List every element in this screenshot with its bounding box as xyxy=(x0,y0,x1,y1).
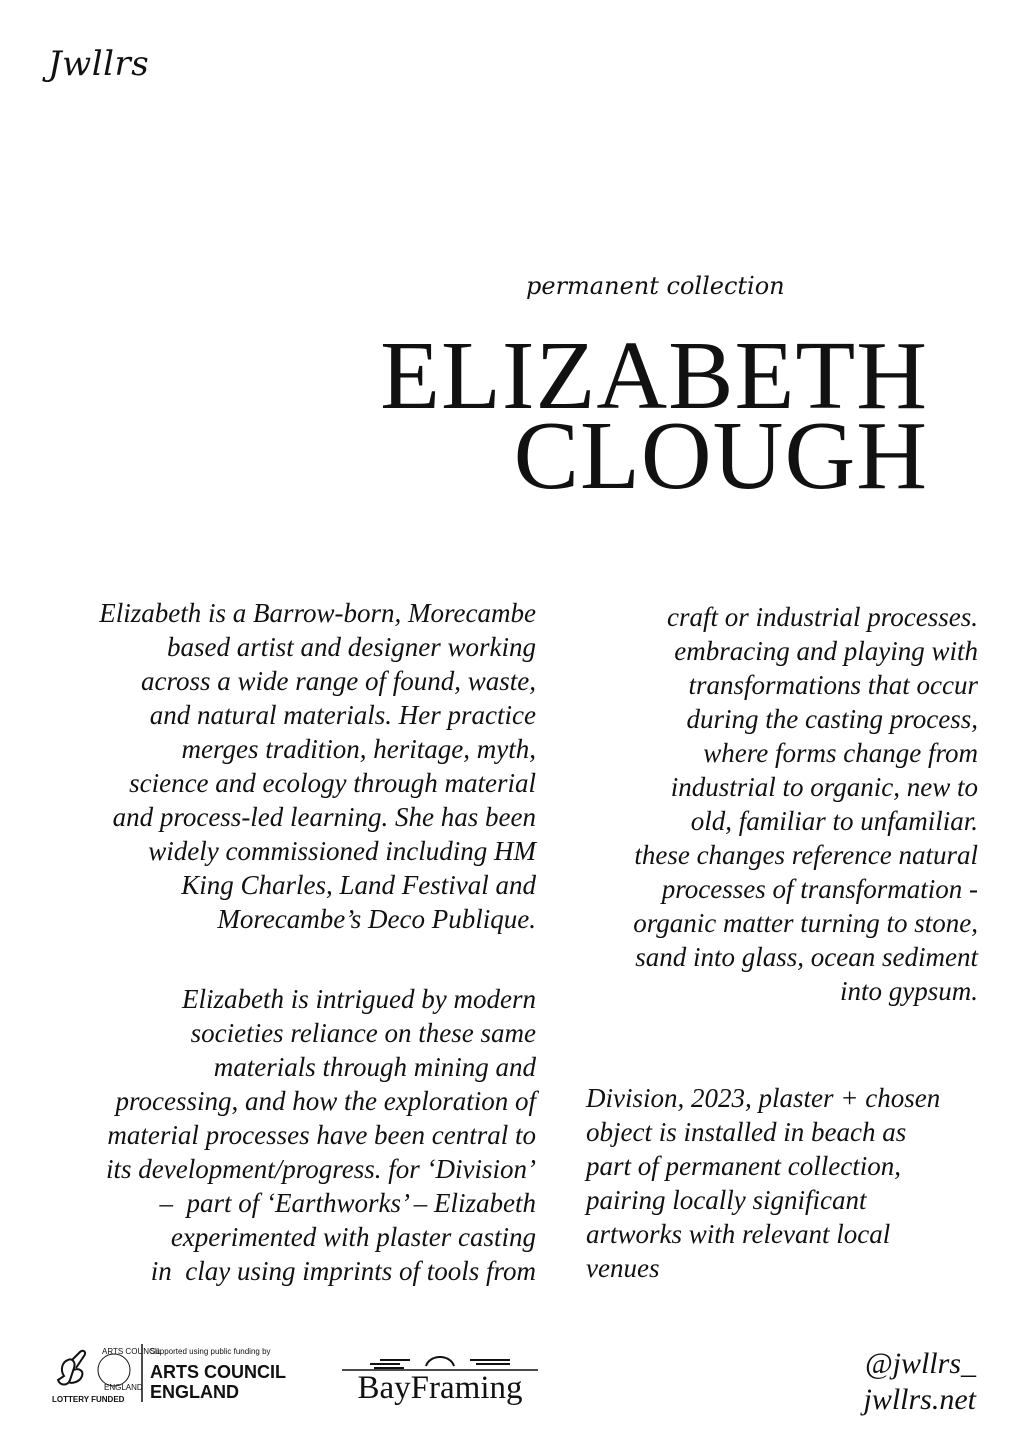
text-line: organic matter turning to stone, xyxy=(633,908,978,938)
text-line: – part of ‘Earthworks’ – Elizabeth xyxy=(159,1188,536,1218)
text-line: widely commissioned including HM xyxy=(148,836,536,866)
lottery-fingers-icon xyxy=(58,1351,85,1385)
ring-sub-label: ENGLAND xyxy=(104,1383,143,1392)
text-line: and process-led learning. She has been xyxy=(112,802,536,832)
title-line-2: CLOUGH xyxy=(513,402,928,510)
text-line: during the casting process, xyxy=(686,704,978,734)
text-line: transformations that occur xyxy=(688,670,978,700)
text-line: and natural materials. Her practice xyxy=(149,700,536,730)
artist-name-title xyxy=(380,322,928,510)
contact-block xyxy=(863,1346,976,1418)
bio-paragraph-1 xyxy=(50,596,536,936)
sponsor-name: BayFraming xyxy=(357,1370,523,1406)
text-line: Morecambe’s Deco Publique. xyxy=(217,904,536,934)
text-line: across a wide range of found, waste, xyxy=(141,666,536,696)
website-link[interactable]: jwllrs.net xyxy=(863,1383,976,1416)
text-line: in clay using imprints of tools from xyxy=(150,1256,536,1286)
process-paragraph xyxy=(560,600,978,1008)
text-line: merges tradition, heritage, myth, xyxy=(181,734,536,764)
arts-council-ring-icon xyxy=(98,1354,130,1386)
text-line: experimented with plaster casting xyxy=(170,1222,536,1252)
text-line: sand into glass, ocean sediment xyxy=(635,942,978,972)
social-handle-link[interactable]: @jwllrs_ xyxy=(865,1347,976,1380)
text-line: societies reliance on these same xyxy=(190,1018,536,1048)
text-line: science and ecology through material xyxy=(129,768,536,798)
text-line: Division, 2023, plaster + chosen xyxy=(586,1083,941,1113)
subtitle: permanent collection xyxy=(526,272,785,300)
text-line: artworks with relevant local xyxy=(586,1219,891,1249)
supported-label: Supported using public funding by xyxy=(150,1347,271,1356)
text-line: embracing and playing with xyxy=(674,636,978,666)
arts-council-logo xyxy=(50,1340,290,1410)
ring-label: ARTS COUNCIL xyxy=(102,1347,162,1356)
title-line-1: ELIZABETH xyxy=(380,322,928,430)
text-line: Elizabeth is a Barrow-born, Morecambe xyxy=(99,598,536,628)
text-line: processes of transformation - xyxy=(661,874,978,904)
arts-council-logo-graphic xyxy=(50,1340,290,1410)
text-line: craft or industrial processes. xyxy=(666,602,978,632)
text-line: materials through mining and xyxy=(213,1052,536,1082)
text-line: processing, and how the exploration of xyxy=(115,1086,536,1116)
text-line: these changes reference natural xyxy=(634,840,978,870)
lottery-label: LOTTERY FUNDED xyxy=(52,1395,125,1404)
text-line: King Charles, Land Festival and xyxy=(181,870,536,900)
text-line: venues xyxy=(586,1253,660,1283)
text-line: into gypsum. xyxy=(840,976,978,1006)
bayframing-logo xyxy=(340,1350,540,1410)
bio-paragraph-2 xyxy=(50,982,536,1288)
text-line: part of permanent collection, xyxy=(586,1151,901,1181)
artwork-caption xyxy=(586,1081,1006,1285)
text-line: pairing locally significant xyxy=(586,1185,867,1215)
text-line: based artist and designer working xyxy=(167,632,536,662)
text-line: material processes have been central to xyxy=(107,1120,536,1150)
arts-council-name-1: ARTS COUNCIL xyxy=(150,1362,286,1382)
text-line: where forms change from xyxy=(703,738,978,768)
text-line: Elizabeth is intrigued by modern xyxy=(182,984,536,1014)
text-line: industrial to organic, new to xyxy=(670,772,978,802)
text-line: its development/progress. for ‘Division’ xyxy=(106,1154,536,1184)
text-line: old, familiar to unfamiliar. xyxy=(690,806,978,836)
brand-logo: Jwllrs xyxy=(48,44,150,84)
text-line: object is installed in beach as xyxy=(586,1117,907,1147)
arts-council-name-2: ENGLAND xyxy=(150,1382,239,1402)
